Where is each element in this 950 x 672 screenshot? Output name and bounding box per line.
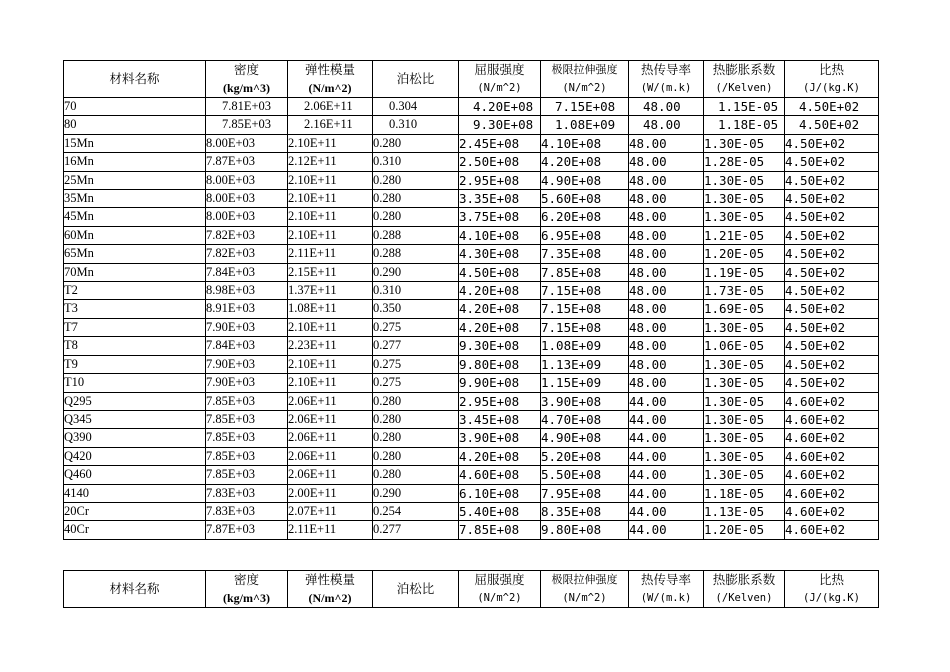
table-cell: 2.15E+11 xyxy=(288,263,373,281)
table-cell: 1.18E-05 xyxy=(704,116,785,134)
column-header xyxy=(288,571,373,608)
table-cell: 1.20E-05 xyxy=(704,245,785,263)
table-cell: 4.60E+02 xyxy=(785,447,879,465)
table-cell: 1.30E-05 xyxy=(704,392,785,410)
column-header-title: 比热 xyxy=(818,573,844,587)
table-cell: 2.10E+11 xyxy=(288,374,373,392)
table-cell: 7.90E+03 xyxy=(206,355,288,373)
table-cell: 3.90E+08 xyxy=(541,392,629,410)
table-row xyxy=(64,466,879,484)
table-cell: 48.00 xyxy=(629,337,704,355)
table-cell: 2.06E+11 xyxy=(288,466,373,484)
table-cell: 2.11E+11 xyxy=(288,245,373,263)
table-cell: 65Mn xyxy=(64,245,206,263)
table-cell: 2.06E+11 xyxy=(288,410,373,428)
column-header xyxy=(704,61,785,98)
table-cell: 1.30E-05 xyxy=(704,190,785,208)
table-cell: 7.15E+08 xyxy=(541,300,629,318)
column-header-unit: (J/(kg.K) xyxy=(803,592,860,604)
table-cell: 4.70E+08 xyxy=(541,410,629,428)
table-cell: 48.00 xyxy=(629,282,704,300)
table-cell: 2.23E+11 xyxy=(288,337,373,355)
table-cell: 44.00 xyxy=(629,447,704,465)
table-cell: 7.85E+03 xyxy=(206,466,288,484)
table-cell: 2.95E+08 xyxy=(459,392,541,410)
table-cell: T3 xyxy=(64,300,206,318)
table-cell: 4.50E+02 xyxy=(785,153,879,171)
table-cell: 48.00 xyxy=(629,318,704,336)
table-cell: 8.00E+03 xyxy=(206,190,288,208)
column-header xyxy=(541,61,629,98)
column-header-unit: (kg/m^3) xyxy=(223,591,270,605)
table-cell: 4.30E+08 xyxy=(459,245,541,263)
column-header-title: 热膨胀系数 xyxy=(712,573,776,587)
table-cell: 3.45E+08 xyxy=(459,410,541,428)
table-cell: 1.30E-05 xyxy=(704,318,785,336)
column-header-unit: (W/(m.k) xyxy=(640,592,692,604)
column-header xyxy=(373,61,459,98)
table-cell: 44.00 xyxy=(629,521,704,539)
table-cell: 9.30E+08 xyxy=(459,337,541,355)
table-cell: 4.10E+08 xyxy=(541,134,629,152)
table-cell: 2.50E+08 xyxy=(459,153,541,171)
table-cell: 2.00E+11 xyxy=(288,484,373,502)
table-cell: 48.00 xyxy=(629,226,704,244)
table-cell: T9 xyxy=(64,355,206,373)
table-cell: 2.10E+11 xyxy=(288,171,373,189)
table-cell: 15Mn xyxy=(64,134,206,152)
table-cell: 9.80E+08 xyxy=(541,521,629,539)
table-cell: 5.40E+08 xyxy=(459,502,541,520)
table-cell: 4.60E+02 xyxy=(785,410,879,428)
table-cell: Q420 xyxy=(64,447,206,465)
column-header-unit: (N/m^2) xyxy=(477,592,522,604)
table-cell: 44.00 xyxy=(629,410,704,428)
table-cell: 25Mn xyxy=(64,171,206,189)
table-cell: 1.13E+09 xyxy=(541,355,629,373)
column-header-unit: (J/(kg.K) xyxy=(803,82,860,94)
table-cell: 7.82E+03 xyxy=(206,245,288,263)
table-cell: Q390 xyxy=(64,429,206,447)
table-row xyxy=(64,245,879,263)
table-cell: 0.275 xyxy=(373,318,459,336)
table-cell: Q295 xyxy=(64,392,206,410)
table-cell: 2.10E+11 xyxy=(288,226,373,244)
table-cell: 0.288 xyxy=(373,245,459,263)
table-header xyxy=(64,571,879,608)
table-cell: 1.30E-05 xyxy=(704,447,785,465)
table-cell: 4.50E+08 xyxy=(459,263,541,281)
table-cell: 6.10E+08 xyxy=(459,484,541,502)
table-cell: 2.10E+11 xyxy=(288,190,373,208)
table-cell: 0.350 xyxy=(373,300,459,318)
table-row xyxy=(64,171,879,189)
column-header-unit: (N/m^2) xyxy=(562,592,607,604)
table-cell: 7.85E+03 xyxy=(206,429,288,447)
table-cell: 0.280 xyxy=(373,208,459,226)
table-cell: 0.280 xyxy=(373,410,459,428)
table-cell: T8 xyxy=(64,337,206,355)
table-cell: 1.30E-05 xyxy=(704,134,785,152)
table-cell: T7 xyxy=(64,318,206,336)
table-cell: 0.277 xyxy=(373,337,459,355)
table-cell: 48.00 xyxy=(629,208,704,226)
table-cell: 3.90E+08 xyxy=(459,429,541,447)
table-cell: 4.50E+02 xyxy=(785,282,879,300)
column-header-unit: (N/m^2) xyxy=(308,81,352,95)
table-cell: 48.00 xyxy=(629,300,704,318)
column-header-title: 屈服强度 xyxy=(474,573,525,587)
column-header xyxy=(704,571,785,608)
table-cell: 2.06E+11 xyxy=(288,447,373,465)
table-cell: 3.75E+08 xyxy=(459,208,541,226)
table-cell: 7.83E+03 xyxy=(206,484,288,502)
table-cell: 1.18E-05 xyxy=(704,484,785,502)
table-cell: 9.30E+08 xyxy=(459,116,541,134)
column-header-unit: (N/m^2) xyxy=(562,82,607,94)
table-cell: 4.60E+02 xyxy=(785,521,879,539)
table-cell: 48.00 xyxy=(629,116,704,134)
column-header-title: 极限拉伸强度 xyxy=(551,574,618,586)
table-cell: 7.83E+03 xyxy=(206,502,288,520)
table-cell: 1.30E-05 xyxy=(704,410,785,428)
column-header-unit: (/Kelven) xyxy=(715,592,773,604)
table-cell: 7.81E+03 xyxy=(206,98,288,116)
column-header xyxy=(64,571,206,608)
table-header xyxy=(64,61,879,98)
table-cell: 1.13E-05 xyxy=(704,502,785,520)
table-cell: 1.15E-05 xyxy=(704,98,785,116)
table-cell: 7.87E+03 xyxy=(206,521,288,539)
table-cell: 1.30E-05 xyxy=(704,208,785,226)
table-cell: 7.90E+03 xyxy=(206,374,288,392)
table-cell: 44.00 xyxy=(629,484,704,502)
table-cell: 4.50E+02 xyxy=(785,318,879,336)
table-cell: 7.85E+03 xyxy=(206,116,288,134)
table-cell: 0.280 xyxy=(373,134,459,152)
table-cell: 8.98E+03 xyxy=(206,282,288,300)
column-header-title: 热传导率 xyxy=(640,573,691,587)
table-cell: 1.21E-05 xyxy=(704,226,785,244)
table-cell: 0.280 xyxy=(373,190,459,208)
table-cell: 1.28E-05 xyxy=(704,153,785,171)
table-cell: 0.275 xyxy=(373,374,459,392)
table-row xyxy=(64,208,879,226)
table-cell: 48.00 xyxy=(629,355,704,373)
table-cell: 4.20E+08 xyxy=(459,300,541,318)
table-row xyxy=(64,410,879,428)
table-cell: 7.85E+03 xyxy=(206,392,288,410)
table-cell: 1.20E-05 xyxy=(704,521,785,539)
table-cell: 7.85E+08 xyxy=(459,521,541,539)
table-row xyxy=(64,521,879,539)
table-cell: 2.11E+11 xyxy=(288,521,373,539)
table-cell: 1.73E-05 xyxy=(704,282,785,300)
table-body xyxy=(64,98,879,540)
table-cell: 40Cr xyxy=(64,521,206,539)
table-row xyxy=(64,429,879,447)
table-cell: 0.277 xyxy=(373,521,459,539)
column-header xyxy=(64,61,206,98)
table-cell: 8.00E+03 xyxy=(206,134,288,152)
table-cell: Q345 xyxy=(64,410,206,428)
table-cell: 0.280 xyxy=(373,447,459,465)
table-cell: 1.08E+11 xyxy=(288,300,373,318)
table-row xyxy=(64,282,879,300)
table-cell: 70 xyxy=(64,98,206,116)
column-header xyxy=(206,571,288,608)
table-cell: 7.85E+08 xyxy=(541,263,629,281)
table-cell: 4.10E+08 xyxy=(459,226,541,244)
table-cell: 4.50E+02 xyxy=(785,208,879,226)
table-cell: 48.00 xyxy=(629,153,704,171)
column-header-unit: (/Kelven) xyxy=(715,82,773,94)
table-cell: T10 xyxy=(64,374,206,392)
table-cell: 48.00 xyxy=(629,263,704,281)
table-cell: 0.280 xyxy=(373,429,459,447)
table-cell: 4.90E+08 xyxy=(541,429,629,447)
table-cell: 5.20E+08 xyxy=(541,447,629,465)
table-cell: 0.310 xyxy=(373,282,459,300)
table-cell: 2.10E+11 xyxy=(288,355,373,373)
table-cell: 1.69E-05 xyxy=(704,300,785,318)
table-cell: 2.45E+08 xyxy=(459,134,541,152)
table-cell: 4.60E+02 xyxy=(785,429,879,447)
column-header-unit: (W/(m.k) xyxy=(640,82,692,94)
table-cell: 4.60E+02 xyxy=(785,392,879,410)
table-cell: 0.290 xyxy=(373,484,459,502)
table-cell: 35Mn xyxy=(64,190,206,208)
table-cell: 4.50E+02 xyxy=(785,300,879,318)
column-header-title: 弹性模量 xyxy=(304,573,355,587)
table-row xyxy=(64,98,879,116)
table-cell: 7.84E+03 xyxy=(206,337,288,355)
table-cell: 7.15E+08 xyxy=(541,98,629,116)
table-cell: 2.06E+11 xyxy=(288,429,373,447)
table-cell: 8.00E+03 xyxy=(206,208,288,226)
table-cell: 48.00 xyxy=(629,374,704,392)
table-cell: 70Mn xyxy=(64,263,206,281)
table-cell: 4.20E+08 xyxy=(459,98,541,116)
table-cell: 7.90E+03 xyxy=(206,318,288,336)
table-row xyxy=(64,300,879,318)
column-header-title: 泊松比 xyxy=(396,582,435,596)
table-cell: 8.00E+03 xyxy=(206,171,288,189)
table-cell: 48.00 xyxy=(629,190,704,208)
materials-table xyxy=(63,60,879,540)
table-cell: 44.00 xyxy=(629,466,704,484)
table-cell: 7.15E+08 xyxy=(541,318,629,336)
table-cell: 4.60E+02 xyxy=(785,466,879,484)
table-cell: 4.90E+08 xyxy=(541,171,629,189)
table-cell: 4.50E+02 xyxy=(785,134,879,152)
table-cell: 48.00 xyxy=(629,245,704,263)
table-cell: 0.290 xyxy=(373,263,459,281)
table-cell: 0.280 xyxy=(373,171,459,189)
table-cell: 4.60E+02 xyxy=(785,502,879,520)
table-cell: 20Cr xyxy=(64,502,206,520)
column-header xyxy=(541,571,629,608)
table-cell: 7.85E+03 xyxy=(206,447,288,465)
column-header-title: 热膨胀系数 xyxy=(712,63,776,77)
table-cell: 1.15E+09 xyxy=(541,374,629,392)
table-cell: 8.35E+08 xyxy=(541,502,629,520)
table-row xyxy=(64,153,879,171)
table-cell: 8.91E+03 xyxy=(206,300,288,318)
column-header-title: 屈服强度 xyxy=(474,63,525,77)
table-cell: 4.50E+02 xyxy=(785,337,879,355)
table-cell: 0.275 xyxy=(373,355,459,373)
column-header-title: 热传导率 xyxy=(640,63,691,77)
table-cell: 7.95E+08 xyxy=(541,484,629,502)
table-cell: 4.20E+08 xyxy=(459,447,541,465)
table-cell: 4.60E+08 xyxy=(459,466,541,484)
column-header-title: 泊松比 xyxy=(396,72,435,86)
table-cell: 1.30E-05 xyxy=(704,171,785,189)
table-cell: 48.00 xyxy=(629,171,704,189)
table-cell: 2.10E+11 xyxy=(288,208,373,226)
column-header-title: 密度 xyxy=(233,63,259,77)
column-header-title: 弹性模量 xyxy=(304,63,355,77)
table-row xyxy=(64,484,879,502)
table-cell: 1.08E+09 xyxy=(541,337,629,355)
table-cell: 7.15E+08 xyxy=(541,282,629,300)
table-row xyxy=(64,263,879,281)
table-cell: 2.10E+11 xyxy=(288,134,373,152)
table-cell: 7.84E+03 xyxy=(206,263,288,281)
table-cell: 1.30E-05 xyxy=(704,355,785,373)
table-cell: 1.08E+09 xyxy=(541,116,629,134)
column-header xyxy=(459,61,541,98)
table-row xyxy=(64,134,879,152)
table-cell: 4.50E+02 xyxy=(785,116,879,134)
table-cell: 0.288 xyxy=(373,226,459,244)
table-cell: 3.35E+08 xyxy=(459,190,541,208)
table-cell: 1.06E-05 xyxy=(704,337,785,355)
table-cell: 2.07E+11 xyxy=(288,502,373,520)
table-cell: 2.95E+08 xyxy=(459,171,541,189)
column-header-unit: (N/m^2) xyxy=(477,82,522,94)
table-cell: 0.310 xyxy=(373,153,459,171)
table-cell: 2.06E+11 xyxy=(288,98,373,116)
table-cell: 1.37E+11 xyxy=(288,282,373,300)
table-cell: 6.20E+08 xyxy=(541,208,629,226)
table-cell: Q460 xyxy=(64,466,206,484)
table-cell: 45Mn xyxy=(64,208,206,226)
table-row xyxy=(64,447,879,465)
table-cell: 0.280 xyxy=(373,392,459,410)
column-header-title: 密度 xyxy=(233,573,259,587)
column-header xyxy=(785,571,879,608)
table-cell: 1.30E-05 xyxy=(704,429,785,447)
table-cell: 7.87E+03 xyxy=(206,153,288,171)
table-cell: 48.00 xyxy=(629,98,704,116)
table-cell: 44.00 xyxy=(629,502,704,520)
column-header-title: 极限拉伸强度 xyxy=(551,64,618,76)
table-cell: 2.10E+11 xyxy=(288,318,373,336)
table-cell: 4.50E+02 xyxy=(785,355,879,373)
table-row xyxy=(64,116,879,134)
table-cell: 4.50E+02 xyxy=(785,226,879,244)
materials-table-continued xyxy=(63,570,879,608)
table-row xyxy=(64,355,879,373)
table-cell: 1.30E-05 xyxy=(704,466,785,484)
table-cell: 0.254 xyxy=(373,502,459,520)
table-cell: 7.82E+03 xyxy=(206,226,288,244)
table-cell: 4.50E+02 xyxy=(785,171,879,189)
table-cell: 0.310 xyxy=(373,116,459,134)
table-cell: 0.280 xyxy=(373,466,459,484)
table-cell: 6.95E+08 xyxy=(541,226,629,244)
column-header-title: 材料名称 xyxy=(109,72,160,86)
table-cell: 4.20E+08 xyxy=(459,282,541,300)
table-cell: 2.06E+11 xyxy=(288,392,373,410)
column-header xyxy=(459,571,541,608)
table-cell: 48.00 xyxy=(629,134,704,152)
table-cell: 7.35E+08 xyxy=(541,245,629,263)
table-cell: 9.90E+08 xyxy=(459,374,541,392)
table-cell: 0.304 xyxy=(373,98,459,116)
table-cell: 2.12E+11 xyxy=(288,153,373,171)
table-row xyxy=(64,226,879,244)
table-row xyxy=(64,502,879,520)
column-header-unit: (kg/m^3) xyxy=(223,81,270,95)
column-header xyxy=(288,61,373,98)
table-cell: 4.20E+08 xyxy=(459,318,541,336)
table-cell: 4140 xyxy=(64,484,206,502)
table-cell: 5.50E+08 xyxy=(541,466,629,484)
table-cell: T2 xyxy=(64,282,206,300)
table-cell: 60Mn xyxy=(64,226,206,244)
table-cell: 4.50E+02 xyxy=(785,245,879,263)
table-cell: 2.16E+11 xyxy=(288,116,373,134)
table-cell: 4.20E+08 xyxy=(541,153,629,171)
table-cell: 44.00 xyxy=(629,429,704,447)
table-cell: 7.85E+03 xyxy=(206,410,288,428)
table-cell: 4.50E+02 xyxy=(785,263,879,281)
column-header xyxy=(629,61,704,98)
table-row xyxy=(64,337,879,355)
table-cell: 80 xyxy=(64,116,206,134)
column-header xyxy=(629,571,704,608)
column-header-unit: (N/m^2) xyxy=(308,591,352,605)
table-cell: 4.60E+02 xyxy=(785,484,879,502)
table-cell: 9.80E+08 xyxy=(459,355,541,373)
table-cell: 5.60E+08 xyxy=(541,190,629,208)
column-header xyxy=(206,61,288,98)
table-row xyxy=(64,190,879,208)
table-cell: 4.50E+02 xyxy=(785,98,879,116)
table-cell: 1.30E-05 xyxy=(704,374,785,392)
table-cell: 16Mn xyxy=(64,153,206,171)
table-row xyxy=(64,318,879,336)
table-cell: 44.00 xyxy=(629,392,704,410)
table-cell: 4.50E+02 xyxy=(785,374,879,392)
column-header-title: 比热 xyxy=(818,63,844,77)
table-cell: 1.19E-05 xyxy=(704,263,785,281)
column-header xyxy=(785,61,879,98)
table-row xyxy=(64,374,879,392)
table-cell: 4.50E+02 xyxy=(785,190,879,208)
table-row xyxy=(64,392,879,410)
column-header xyxy=(373,571,459,608)
column-header-title: 材料名称 xyxy=(109,582,160,596)
